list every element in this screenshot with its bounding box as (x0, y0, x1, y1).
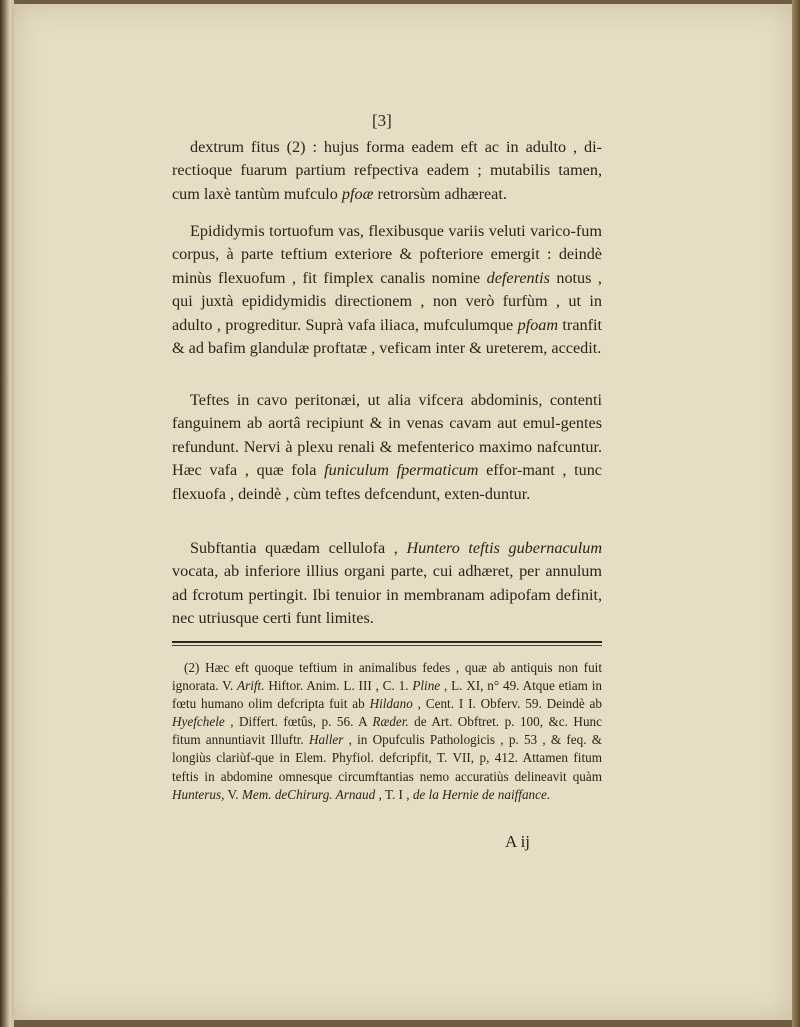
footnote-segment: Haller (308, 732, 344, 748)
footnote-segment: Hyefchele (172, 714, 225, 730)
footnote-segment: , Cent. I I. Obferv. 59. Deindè ab (412, 696, 602, 712)
footnote-segment: (2) Hæc eft quoque teftium in animalibus fedes , quæ ab antiquis non fuit ignorata. V. (172, 660, 602, 694)
page-edge (792, 0, 800, 1027)
footnote-rule-thin (172, 645, 602, 646)
p3-segment: effor-mant , tunc flexuofa , deindè , cùm teftes defcendunt, exten-duntur. (172, 461, 602, 503)
footnote-segment: , in Opufculis Pathologicis , p. 53 , & feq. & longiùs clariùf-que in Elem. Phyfiol. defcripfit, T. VII, p, 412. Attamen fitum teftis in abdomine omnesque circumftantias nemo accuratiùs delineavit quàm (172, 732, 603, 784)
footnote-segment: de la Hernie de naiffance. (412, 786, 551, 802)
footnote-segment: de Art. Obftret. p. 100, &c. Hunc fitum annuntiavit Illuftr. (172, 714, 602, 748)
p2-segment: pfoam (517, 315, 559, 334)
p2-segment: tranfit & ad bafim glandulæ proftatæ , veficam inter & ureterem, accedit. (172, 315, 602, 358)
p2-segment: Epididymis tortuofum vas, flexibusque variis veluti varico-fum corpus, à parte teftium exteriore & pofteriore emergit : deindè minùs flexuofum , fit fimplex canalis nomine (172, 222, 602, 287)
p1-segment: pfoæ (341, 184, 374, 203)
p3-segment: funiculum fpermaticum (324, 461, 479, 480)
p3-segment: Teftes in cavo peritonæi, ut alia vifcera abdominis, contenti fanguinem ab aortâ recipiunt & in venas cavam aut emul-gentes refundunt. Nervi à plexu renali & mefenterico maximo nafcuntur. Hæc vafa , quæ fola (172, 391, 602, 480)
footnote-segment: , T. I , (375, 786, 413, 802)
p2-segment: deferentis (486, 268, 550, 287)
paragraph-4 (172, 537, 602, 631)
page-number: [3] (372, 111, 392, 130)
footnote-segment: Ræder. (372, 714, 409, 730)
footnote-segment: , L. XI, n° 49. Atque etiam in fœtu humano olim defcripta fuit ab (172, 678, 602, 712)
footnote-segment: V. (224, 786, 242, 802)
p4-segment: Subftantia quædam cellulofa , (190, 539, 407, 557)
p2-segment: notus , qui juxtà epididymidis directionem , non verò furfùm , ut in adulto , progreditur. Suprà vafa iliaca, mufculumque (172, 268, 602, 334)
p1-segment: retrorsùm adhæreat. (373, 184, 507, 203)
p4-segment: Huntero teftis gubernaculum (406, 539, 603, 557)
paragraph-1 (172, 136, 602, 206)
paragraph-3 (172, 389, 602, 506)
footnote-segment: Mem. deChirurg. Arnaud (241, 786, 376, 802)
paragraph-2 (172, 220, 602, 360)
p4-segment: vocata, ab inferiore illius organi parte, cui adhæret, per annulum ad fcrotum pertingit. Ibi tenuior in membranam adipofam definit, nec utriusque certi funt limites. (172, 562, 602, 628)
p1-segment: dextrum fitus (2) : hujus forma eadem eft ac in adulto , di-rectioque fuarum partium refpectiva eadem ; mutabilis tamen, cum laxè tantùm mufculo (172, 138, 602, 203)
footnote-segment: Hiftor. Anim. L. III , C. 1. (264, 678, 413, 694)
footnote-segment: Hunterus, (172, 786, 225, 802)
signature-mark: A ij (505, 832, 531, 851)
footnote (172, 659, 602, 804)
footnote-text (172, 659, 602, 804)
footnote-segment: Hildano (369, 696, 413, 712)
footnote-segment: Arift. (237, 678, 265, 694)
book-binding (0, 0, 14, 1027)
footnote-segment: Pline (412, 678, 441, 694)
footnote-segment: , Differt. fœtûs, p. 56. A (224, 714, 373, 730)
footnote-rule-thick (172, 641, 602, 643)
